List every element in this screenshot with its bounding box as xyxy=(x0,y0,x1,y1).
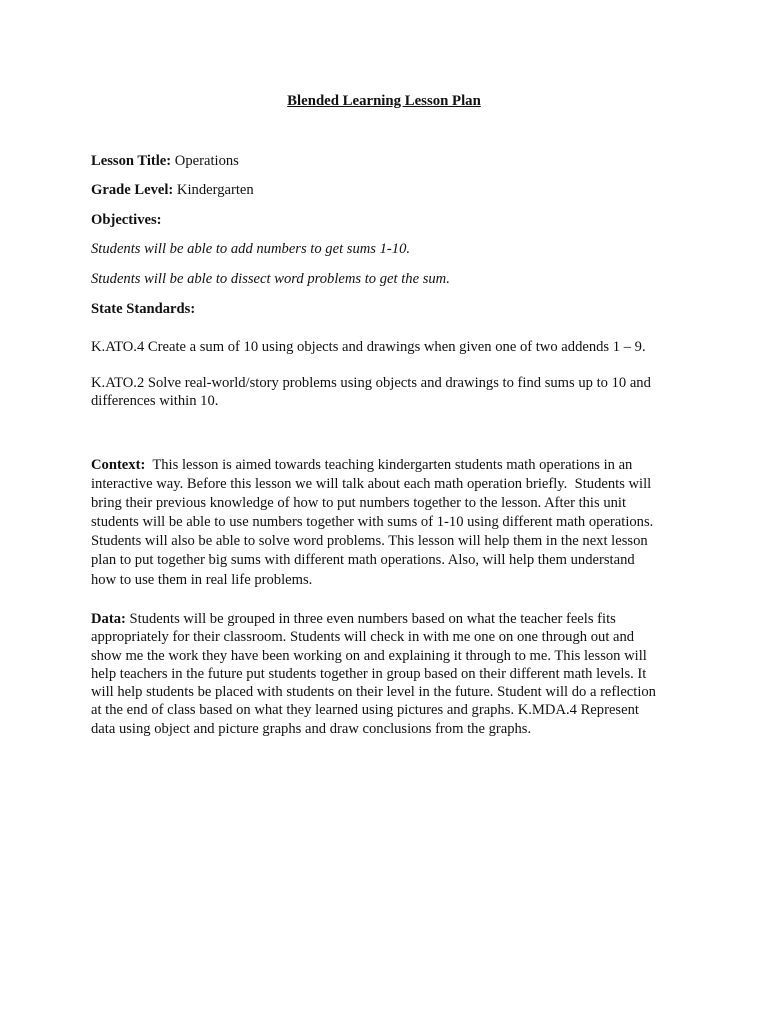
context-line: interactive way. Before this lesson we will talk about each math operation briefly. Students will xyxy=(91,476,652,493)
data-line: show me the work they have been working on and explaining it through to me. This lesson will xyxy=(91,647,647,664)
lesson-title-value: Operations xyxy=(171,153,239,169)
objectives-label: Objectives: xyxy=(91,212,162,228)
state-standards-label: State Standards: xyxy=(91,301,196,317)
context-line: This lesson is aimed towards teaching kindergarten students math operations in an xyxy=(145,457,633,473)
context-paragraph xyxy=(91,456,681,590)
context-line: bring their previous knowledge of how to put numbers together to the lesson. After this unit xyxy=(91,495,627,512)
context-line: students will be able to use numbers together with sums of 1-10 using different math operations. xyxy=(91,514,654,531)
lesson-title-line xyxy=(91,153,239,170)
context-line: plan to put together big sums with different math operations. Also, will help them understand xyxy=(91,552,635,569)
standard-line: K.ATO.2 Solve real-world/story problems using objects and drawings to find sums up to 10 and xyxy=(91,375,651,391)
grade-level-line xyxy=(91,182,254,199)
data-label: Data: xyxy=(91,611,126,627)
standard-item: K.ATO.4 Create a sum of 10 using objects and drawings when given one of two addends 1 – 9. xyxy=(91,339,646,355)
objective-item: Students will be able to add numbers to get sums 1-10. xyxy=(91,241,411,257)
data-line: Students will be grouped in three even numbers based on what the teacher feels fits xyxy=(125,611,616,627)
standard-line: differences within 10. xyxy=(91,392,219,409)
context-line: how to use them in real life problems. xyxy=(91,571,313,588)
data-line: data using object and picture graphs and draw conclusions from the graphs. xyxy=(91,720,532,737)
grade-level-label: Grade Level: xyxy=(91,182,174,198)
document-title: Blended Learning Lesson Plan xyxy=(287,93,481,109)
standard-item xyxy=(91,375,681,410)
context-label: Context: xyxy=(91,457,146,473)
data-paragraph xyxy=(91,610,681,738)
data-line: appropriately for their classroom. Students will check in with me one on one through out and xyxy=(91,629,635,646)
objective-item: Students will be able to dissect word problems to get the sum. xyxy=(91,271,450,287)
context-line: Students will also be able to solve word problems. This lesson will help them in the next lesson xyxy=(91,533,648,550)
data-line: help teachers in the future put students together in group based on their different math levels. It xyxy=(91,665,647,682)
grade-level-value: Kindergarten xyxy=(173,182,254,198)
data-line: at the end of class based on what they learned using pictures and graphs. K.MDA.4 Represent xyxy=(91,702,639,719)
lesson-title-label: Lesson Title: xyxy=(91,153,172,169)
data-line: will help students be placed with students on their level in the future. Student will do a reflection xyxy=(91,684,656,701)
